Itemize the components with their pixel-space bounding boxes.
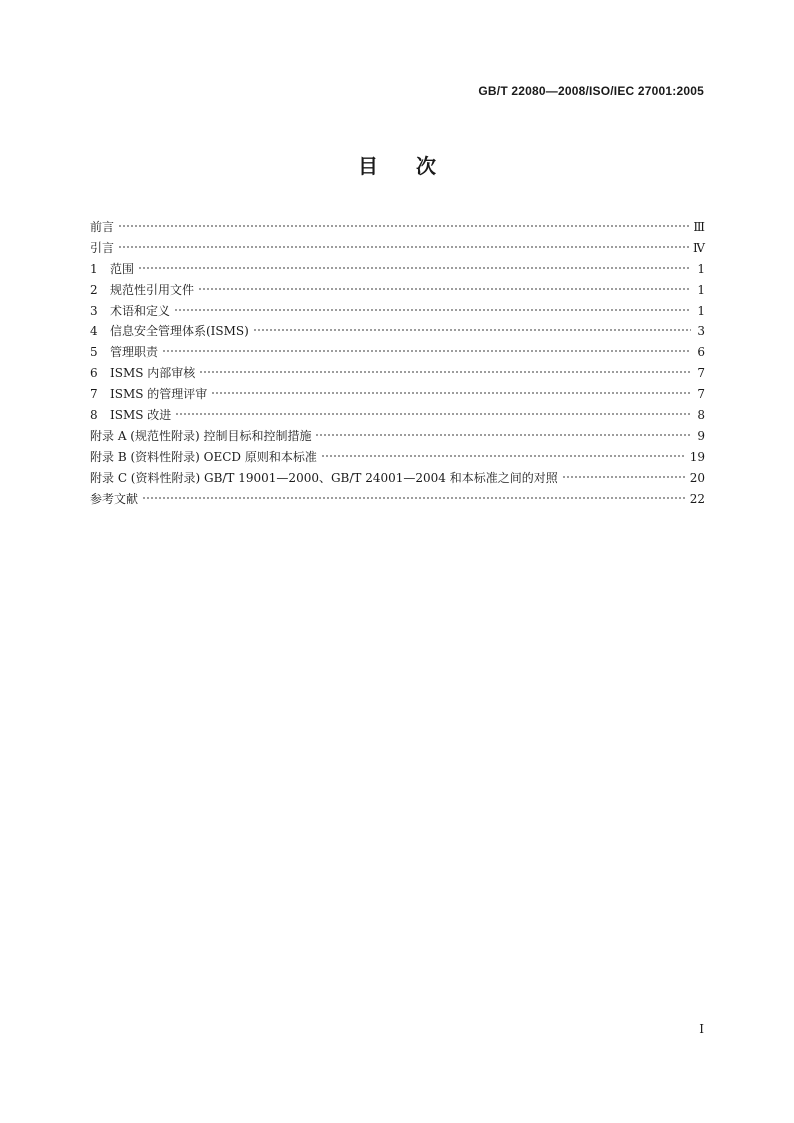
toc-title: 目次: [358, 154, 474, 178]
toc-entry-text: 附录 B (资料性附录) OECD 原则和本标准: [90, 449, 317, 464]
toc-entry-number: 7: [90, 387, 98, 402]
toc-entry-page: 1: [697, 282, 705, 297]
toc-entry-annex-b[interactable]: [90, 447, 705, 468]
toc-entry-text: 附录 A (规范性附录) 控制目标和控制措施: [90, 428, 312, 443]
toc-leader-dots: [198, 287, 691, 291]
toc-entry-annex-c[interactable]: [90, 468, 705, 489]
toc-entry-text: ISMS 内部审核: [110, 366, 196, 381]
toc-entry-text: 附录 C (资料性附录) GB/T 19001—2000、GB/T 24001—2004 和本标准之间的对照: [90, 470, 558, 485]
toc-entry-text: 信息安全管理体系(ISMS): [110, 324, 249, 339]
toc-entry-3-terms-definitions[interactable]: [90, 301, 705, 322]
toc-entry-text: 术语和定义: [110, 303, 171, 318]
toc-entry-page: Ⅲ: [693, 220, 705, 234]
toc-entry-text: ISMS 改进: [110, 408, 172, 423]
toc-entry-number: 4: [90, 324, 98, 339]
toc-entry-text: 范围: [110, 261, 135, 276]
toc-entry-page: 7: [697, 387, 705, 402]
toc-entry-7-management-review[interactable]: [90, 384, 705, 405]
toc-entry-page: 8: [697, 408, 705, 423]
toc-entry-8-improvement[interactable]: [90, 405, 705, 426]
toc-entry-page: 6: [697, 345, 705, 360]
toc-entry-4-isms[interactable]: [90, 321, 705, 342]
toc-entry-number: 1: [90, 261, 98, 276]
toc-entry-bibliography[interactable]: [90, 489, 705, 510]
toc-entry-number: 3: [90, 303, 98, 318]
table-of-contents: [90, 217, 705, 509]
toc-entry-number: 6: [90, 366, 98, 381]
toc-entry-page: Ⅳ: [693, 240, 705, 255]
toc-leader-dots: [118, 224, 689, 228]
toc-entry-2-normative-references[interactable]: [90, 280, 705, 301]
toc-leader-dots: [562, 475, 686, 479]
toc-entry-text: 参考文献: [90, 491, 139, 506]
toc-entry-page: 1: [697, 261, 705, 276]
toc-leader-dots: [321, 454, 686, 458]
toc-leader-dots: [138, 266, 691, 270]
toc-leader-dots: [174, 308, 691, 312]
page-number: I: [699, 1022, 704, 1036]
toc-entry-text: 引言: [90, 240, 115, 255]
toc-entry-page: 7: [697, 366, 705, 381]
toc-leader-dots: [315, 433, 691, 437]
toc-entry-text: ISMS 的管理评审: [110, 387, 208, 402]
toc-leader-dots: [211, 391, 691, 395]
toc-entry-text: 规范性引用文件: [110, 282, 195, 297]
toc-entry-page: 20: [689, 470, 705, 485]
toc-entry-number: 2: [90, 282, 98, 297]
toc-entry-foreword[interactable]: [90, 217, 705, 238]
toc-entry-1-scope[interactable]: [90, 259, 705, 280]
toc-entry-text: 管理职责: [110, 345, 159, 360]
toc-leader-dots: [142, 496, 686, 500]
toc-entry-page: 1: [697, 303, 705, 318]
toc-entry-page: 22: [689, 491, 705, 506]
standard-code-header: GB/T 22080—2008/ISO/IEC 27001:2005: [478, 84, 704, 98]
toc-leader-dots: [253, 328, 691, 332]
toc-entry-annex-a[interactable]: [90, 426, 705, 447]
toc-entry-introduction[interactable]: [90, 238, 705, 259]
toc-entry-number: 8: [90, 408, 98, 423]
toc-entry-page: 19: [689, 449, 705, 464]
toc-entry-text: 前言: [90, 220, 115, 234]
toc-entry-page: 3: [697, 324, 705, 339]
toc-leader-dots: [199, 370, 691, 374]
toc-entry-number: 5: [90, 345, 98, 360]
toc-entry-6-internal-audit[interactable]: [90, 363, 705, 384]
toc-entry-5-management-responsibility[interactable]: [90, 342, 705, 363]
toc-leader-dots: [175, 412, 691, 416]
toc-leader-dots: [162, 349, 691, 353]
toc-entry-page: 9: [697, 428, 705, 443]
toc-leader-dots: [118, 245, 689, 249]
